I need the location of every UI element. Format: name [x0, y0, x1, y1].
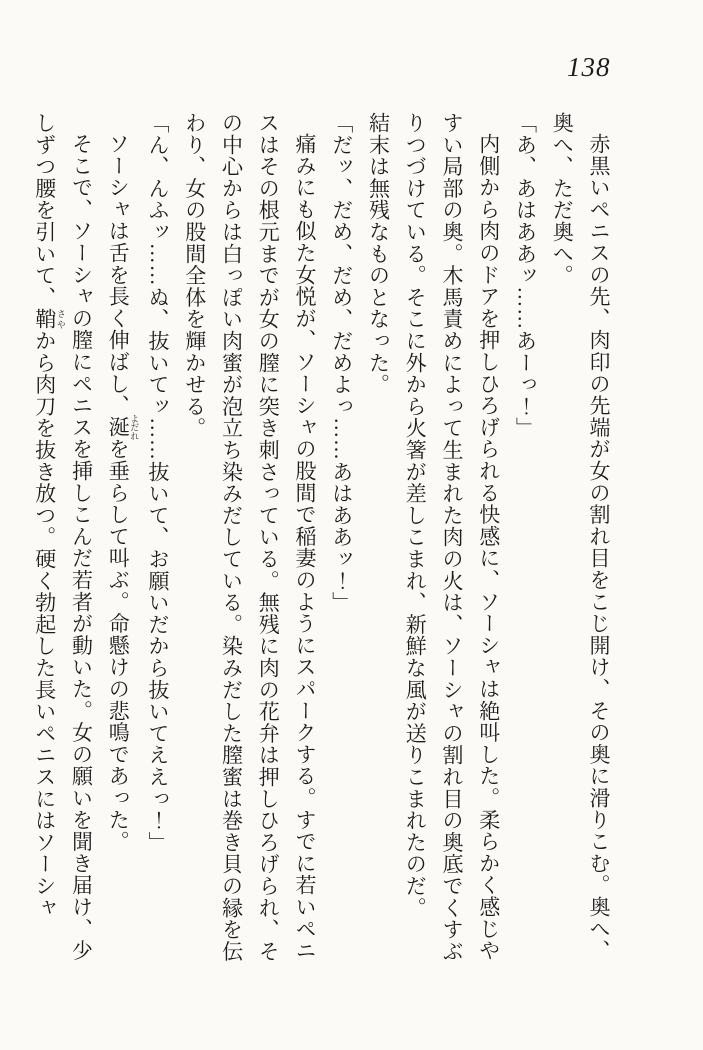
paragraph: ソーシャは舌を長く伸ばし、涎 よだれを垂らして叫ぶ。命懸けの悲鳴であった。 [106, 133, 140, 853]
text-block [26, 112, 617, 974]
ruby-annotated-kanji: 涎 よだれ [106, 414, 140, 441]
paragraph: 赤黒いペニスの先、肉印の先端が女の割れ目をこじ開け、その奥に滑りこむ。奥へ、奥へ、ただ奥へ。 [550, 112, 611, 962]
page-number: 138 [567, 52, 611, 82]
paragraph: 内側から肉のドアを押しひろげられる快感に、ソーシャは絶叫した。柔らかく感じやすい局部の奥。木馬責めによって生まれた肉の火は、ソーシャの割れ目の奥底でくすぶりつづけている。そこに外から火箸が差しこまれ、新鮮な風が送りこまれたのだ。 [403, 112, 501, 963]
paragraph: 「あ、あはああッ……あーっ！」 [513, 112, 538, 439]
paragraph: 痛みにも似た女悦が、ソーシャの股間で稲妻のようにスパークする。すでに若いペニスはその根元までが女の膣に突き刺さっている。無残に肉の花弁は押しひろげられ、その中心からは白っぽい肉蜜が泡立ち染みだしている。染みだした膣蜜は巻き貝の縁を伝わり、女の股間全体を輝かせる。 [182, 112, 317, 963]
ruby-annotated-kanji: 鞘 さや [32, 308, 66, 331]
furigana: さや [55, 308, 66, 330]
paragraph: 結末は無残なものとなった。 [366, 112, 391, 396]
furigana: よだれ [129, 414, 140, 441]
paragraph: そこで、ソーシャの膣にペニスを挿しこんだ若者が動いた。女の願いを聞き届け、少しずつ腰を引いて、鞘 さやから肉刀を抜き放つ。硬く勃起した長いペニスにはソーシャ [32, 112, 94, 962]
paragraph: 「ん、んふッ……ぬ、抜いてッ……抜いて、お願いだから抜いてええっ！」 [146, 112, 170, 854]
paragraph: 「だッ、だめ、だめ、だめよっ……あはああッ！」 [329, 112, 354, 614]
